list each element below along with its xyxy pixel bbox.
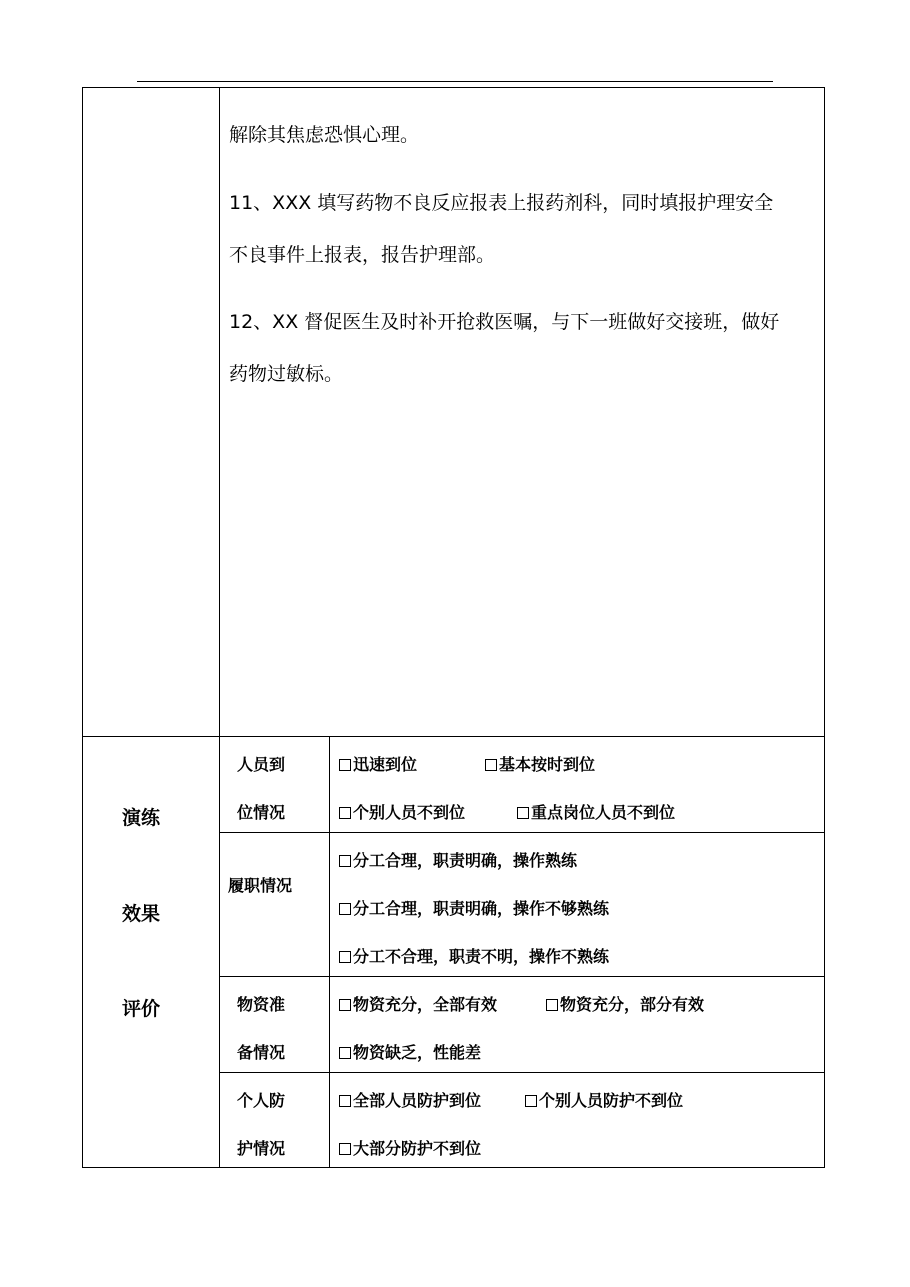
row-label: 位情况 [237, 803, 286, 822]
checkbox-icon[interactable] [339, 951, 351, 963]
option-label: 物资缺乏，性能差 [353, 1043, 482, 1062]
checkbox-icon[interactable] [339, 855, 351, 867]
content-line: 11、XXX 填写药物不良反应报表上报药剂科，同时填报护理安全 [229, 192, 774, 214]
checkbox-option[interactable] [339, 1088, 481, 1111]
checkbox-option[interactable] [339, 896, 609, 919]
checkbox-option[interactable] [546, 992, 704, 1015]
option-label: 分工合理，职责明确，操作熟练 [353, 851, 578, 870]
option-label: 分工合理，职责明确，操作不够熟练 [353, 899, 610, 918]
option-label: 个别人员防护不到位 [539, 1091, 684, 1110]
checkbox-option[interactable] [339, 992, 497, 1015]
checkbox-icon[interactable] [546, 999, 558, 1011]
row-divider-2 [219, 976, 825, 977]
checkbox-icon[interactable] [339, 903, 351, 915]
checkbox-option[interactable] [525, 1088, 683, 1111]
column-divider-2 [329, 736, 330, 1168]
option-label: 基本按时到位 [499, 755, 596, 774]
option-label: 重点岗位人员不到位 [531, 803, 676, 822]
checkbox-icon[interactable] [517, 807, 529, 819]
option-label: 迅速到位 [353, 755, 418, 774]
checkbox-option[interactable] [339, 1040, 481, 1063]
checkbox-icon[interactable] [339, 759, 351, 771]
row-label: 履职情况 [228, 876, 293, 895]
checkbox-icon[interactable] [339, 1143, 351, 1155]
checkbox-option[interactable] [339, 752, 417, 775]
option-label: 物资充分，部分有效 [560, 995, 705, 1014]
column-divider-1 [219, 87, 220, 1168]
row-divider-1 [219, 832, 825, 833]
evaluation-label: 评价 [122, 998, 161, 1020]
row-label: 备情况 [237, 1043, 286, 1062]
row-label: 物资准 [237, 995, 286, 1014]
checkbox-icon[interactable] [525, 1095, 537, 1107]
evaluation-label: 效果 [122, 903, 161, 925]
row-divider-3 [219, 1072, 825, 1073]
row-label: 护情况 [237, 1139, 286, 1158]
option-label: 物资充分，全部有效 [353, 995, 498, 1014]
content-line: 解除其焦虑恐惧心理。 [229, 124, 420, 146]
checkbox-option[interactable] [339, 848, 577, 871]
content-line: 12、XX 督促医生及时补开抢救医嘱，与下一班做好交接班，做好 [229, 311, 780, 333]
checkbox-icon[interactable] [339, 1047, 351, 1059]
option-label: 分工不合理，职责不明，操作不熟练 [353, 947, 610, 966]
checkbox-option[interactable] [517, 800, 675, 823]
checkbox-option[interactable] [485, 752, 595, 775]
row-divider-content [82, 736, 825, 737]
header-rule [137, 81, 773, 82]
checkbox-option[interactable] [339, 944, 609, 967]
row-label: 个人防 [237, 1091, 286, 1110]
content-line: 不良事件上报表，报告护理部。 [229, 244, 496, 266]
checkbox-icon[interactable] [485, 759, 497, 771]
checkbox-icon[interactable] [339, 999, 351, 1011]
checkbox-icon[interactable] [339, 807, 351, 819]
checkbox-option[interactable] [339, 800, 465, 823]
option-label: 全部人员防护到位 [353, 1091, 482, 1110]
checkbox-icon[interactable] [339, 1095, 351, 1107]
option-label: 个别人员不到位 [353, 803, 466, 822]
checkbox-option[interactable] [339, 1136, 481, 1159]
option-label: 大部分防护不到位 [353, 1139, 482, 1158]
evaluation-label: 演练 [122, 807, 161, 829]
row-label: 人员到 [237, 755, 286, 774]
content-line: 药物过敏标。 [229, 363, 344, 385]
